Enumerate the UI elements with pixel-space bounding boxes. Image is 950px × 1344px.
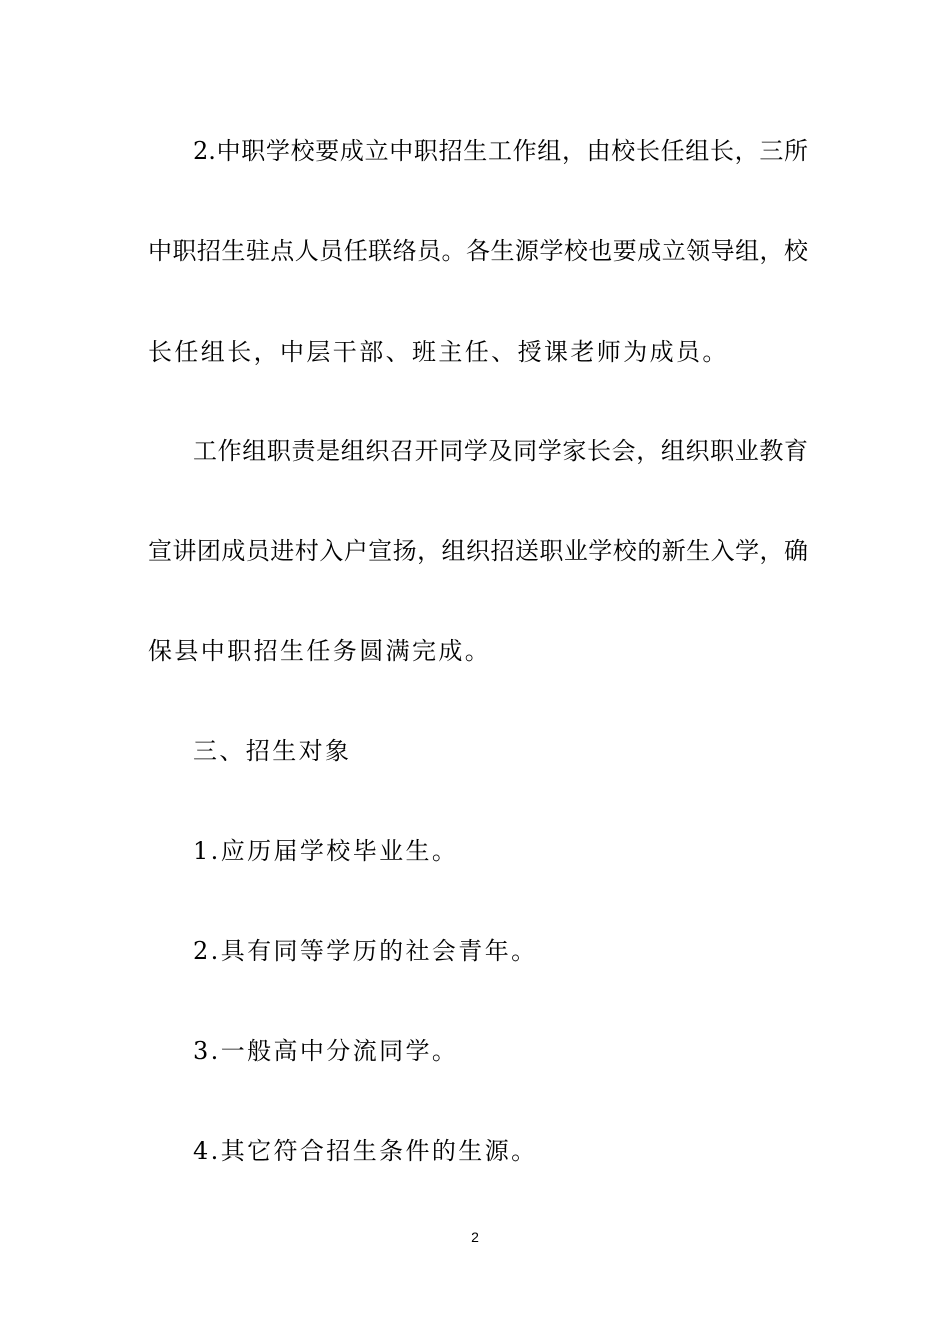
list-item-3: 3.一般高中分流同学。 bbox=[193, 1037, 459, 1065]
list-item-2: 2.具有同等学历的社会青年。 bbox=[193, 937, 538, 965]
list-item-4: 4.其它符合招生条件的生源。 bbox=[193, 1137, 538, 1165]
paragraph-2-line-1: 工作组职责是组织召开同学及同学家长会，组织职业教育 bbox=[193, 437, 808, 465]
paragraph-1-line-3: 长任组长，中层干部、班主任、授课老师为成员。 bbox=[148, 338, 729, 366]
paragraph-2-line-3: 保县中职招生任务圆满完成。 bbox=[148, 637, 492, 665]
page-number: 2 bbox=[471, 1229, 479, 1245]
list-item-1: 1.应历届学校毕业生。 bbox=[193, 837, 459, 865]
paragraph-1-line-1: 2.中职学校要成立中职招生工作组，由校长任组长，三所 bbox=[193, 137, 808, 165]
section-heading: 三、招生对象 bbox=[193, 737, 352, 765]
paragraph-2-line-2: 宣讲团成员进村入户宣扬，组织招送职业学校的新生入学，确 bbox=[148, 537, 808, 565]
paragraph-1-line-2: 中职招生驻点人员任联络员。各生源学校也要成立领导组，校 bbox=[148, 237, 808, 265]
